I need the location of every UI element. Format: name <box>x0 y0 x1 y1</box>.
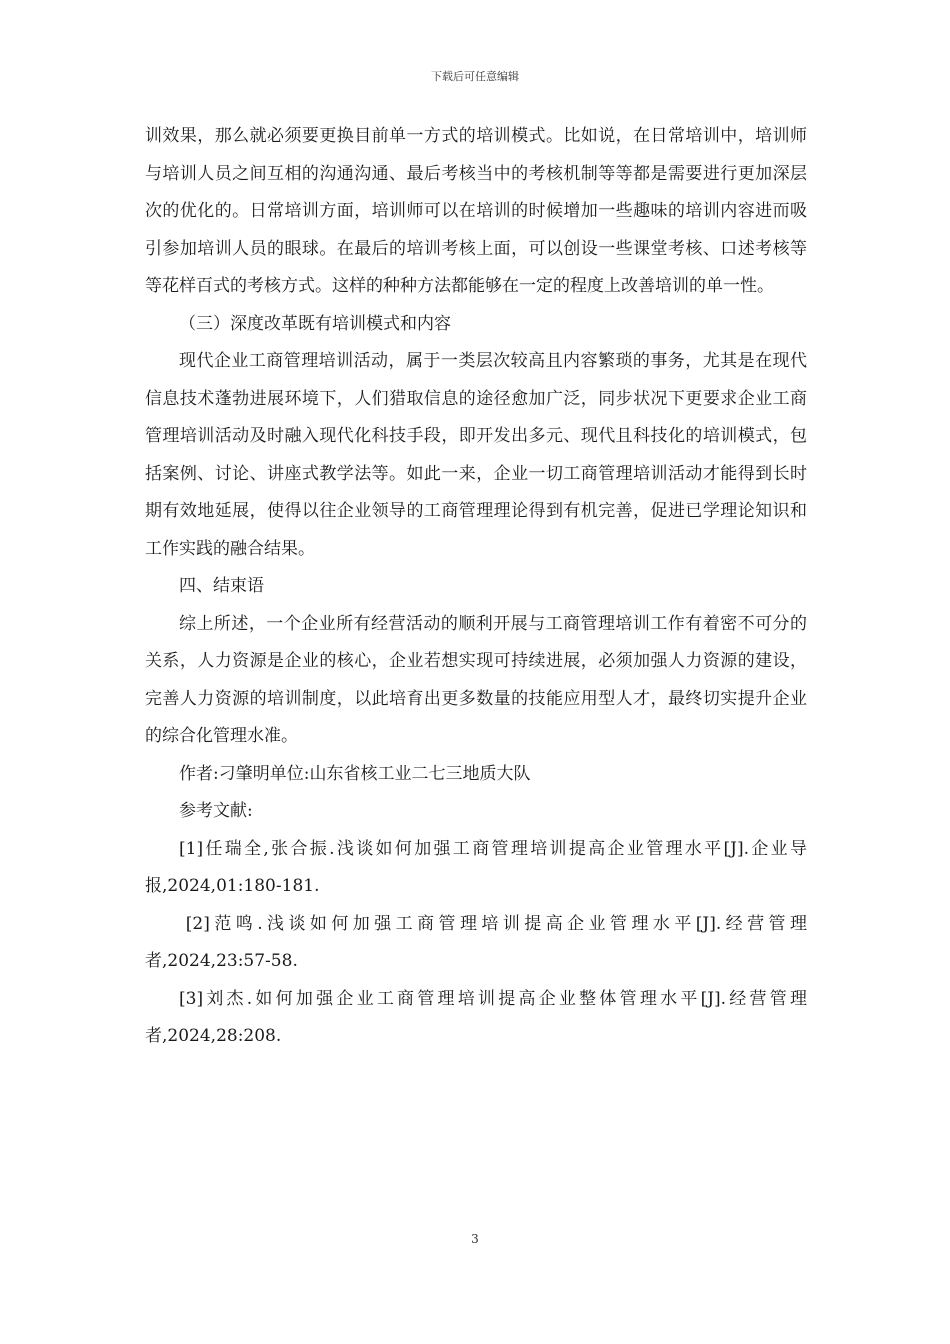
section-heading-4: 四、结束语 <box>179 576 264 596</box>
page-header: 下载后可任意编辑 <box>431 70 519 83</box>
section-heading-3: （三）深度改革既有培训模式和内容 <box>179 313 451 334</box>
reference-item: [3]刘杰.如何加强企业工商管理培训提高企业整体管理水平[J].经营管理者,2024,28:208. <box>145 988 807 1046</box>
page-number: 3 <box>471 1232 479 1246</box>
reference-item: [1]任瑞全,张合振.浅谈如何加强工商管理培训提高企业管理水平[J].企业导报,2024,01:180-181. <box>145 838 807 896</box>
paragraph-conclusion: 综上所述，一个企业所有经营活动的顺利开展与工商管理培训工作有着密不可分的关系，人力资源是企业的核心，企业若想实现可持续进展，必须加强人力资源的建设，完善人力资源的培训制度，以此培育出更多数量的技能应用型人才，最终切实提升企业的综合化管理水准。 <box>145 613 807 746</box>
paragraph-modern-training: 现代企业工商管理培训活动，属于一类层次较高且内容繁琐的事务，尤其是在现代信息技术蓬勃进展环境下，人们猎取信息的途径愈加广泛，同步状况下更要求企业工商管理培训活动及时融入现代化科技手段，即开发出多元、现代且科技化的培训模式，包括案例、讨论、讲座式教学法等。如此一来，企业一切工商管理培训活动才能得到长时期有效地延展，使得以往企业领导的工商管理理论得到有机完善，促进已学理论知识和工作实践的融合结果。 <box>145 351 807 559</box>
references-title: 参考文献: <box>179 801 253 821</box>
document-body <box>145 118 807 1056</box>
author-line: 作者:刁肇明单位:山东省核工业二七三地质大队 <box>179 763 531 784</box>
reference-item: [2]范鸣.浅谈如何加强工商管理培训提高企业管理水平[J].经营管理者,2024,23:57-58. <box>145 913 807 971</box>
paragraph-training-effect: 训效果，那么就必须要更换目前单一方式的培训模式。比如说，在日常培训中，培训师与培训人员之间互相的沟通沟通、最后考核当中的考核机制等等都是需要进行更加深层次的优化的。日常培训方面，培训师可以在培训的时候增加一些趣味的培训内容进而吸引参加培训人员的眼球。在最后的培训考核上面，可以创设一些课堂考核、口述考核等等花样百式的考核方式。这样的种种方法都能够在一定的程度上改善培训的单一性。 <box>145 126 807 296</box>
